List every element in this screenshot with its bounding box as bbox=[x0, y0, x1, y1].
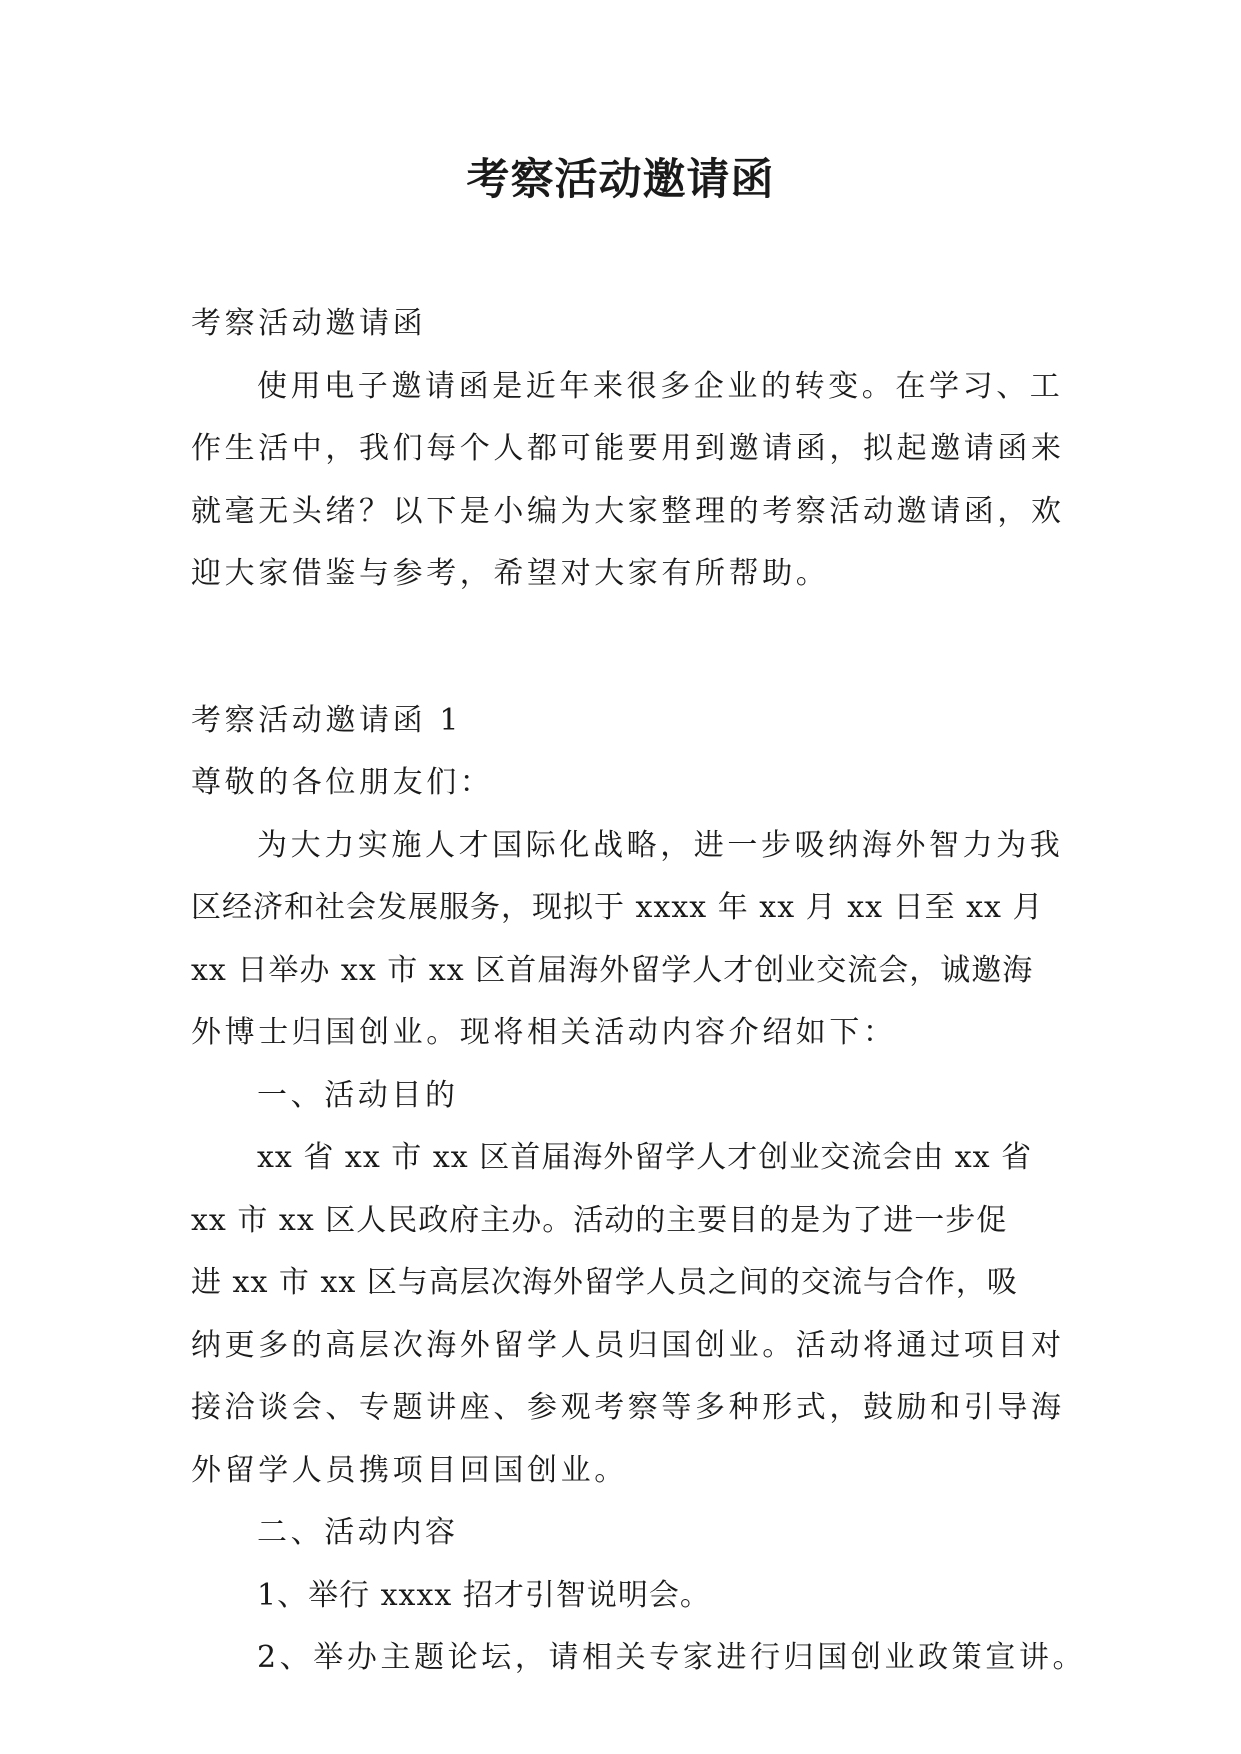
item-heading: 一、活动目的 bbox=[257, 1077, 459, 1113]
intro-line: 迎大家借鉴与参考，希望对大家有所帮助。 bbox=[191, 556, 830, 591]
section-heading: 考察活动邀请函 bbox=[191, 306, 427, 341]
subsection-heading: 考察活动邀请函 1 bbox=[191, 702, 463, 738]
list-item: 1、举行 xxxx 招才引智说明会。 bbox=[257, 1577, 711, 1613]
body-line: xx 日举办 xx 市 xx 区首届海外留学人才创业交流会，诚邀海 bbox=[191, 952, 1034, 988]
list-item: 2、举办主题论坛，请相关专家进行归国创业政策宣讲。 bbox=[257, 1640, 1087, 1675]
body-line: 进 xx 市 xx 区与高层次海外留学人员之间的交流与合作，吸 bbox=[191, 1265, 1018, 1300]
body-line: 外博士归国创业。现将相关活动内容介绍如下： bbox=[191, 1015, 897, 1050]
body-line: 纳更多的高层次海外留学人员归国创业。活动将通过项目对 bbox=[191, 1327, 1065, 1363]
body-line: 为大力实施人才国际化战略，进一步吸纳海外智力为我 bbox=[257, 827, 1064, 863]
document-title: 考察活动邀请函 bbox=[466, 155, 775, 205]
salutation: 尊敬的各位朋友们： bbox=[191, 765, 494, 800]
body-line: xx 市 xx 区人民政府主办。活动的主要目的是为了进一步促 bbox=[191, 1202, 1008, 1238]
item-heading: 二、活动内容 bbox=[257, 1515, 459, 1550]
body-line: 接洽谈会、专题讲座、参观考察等多种形式，鼓励和引导海 bbox=[191, 1390, 1065, 1425]
body-line: 区经济和社会发展服务，现拟于 xxxx 年 xx 月 xx 日至 xx 月 bbox=[191, 890, 1044, 925]
body-line: 外留学人员携项目回国创业。 bbox=[191, 1452, 628, 1488]
document-body bbox=[191, 293, 1087, 1690]
intro-line: 就毫无头绪？以下是小编为大家整理的考察活动邀请函，欢 bbox=[191, 493, 1065, 529]
body-line: xx 省 xx 市 xx 区首届海外留学人才创业交流会由 xx 省 bbox=[257, 1140, 1033, 1175]
intro-line: 使用电子邀请函是近年来很多企业的转变。在学习、工 bbox=[257, 368, 1064, 404]
intro-line: 作生活中，我们每个人都可能要用到邀请函，拟起邀请函来 bbox=[191, 431, 1065, 466]
paragraph-gap bbox=[191, 606, 1051, 690]
